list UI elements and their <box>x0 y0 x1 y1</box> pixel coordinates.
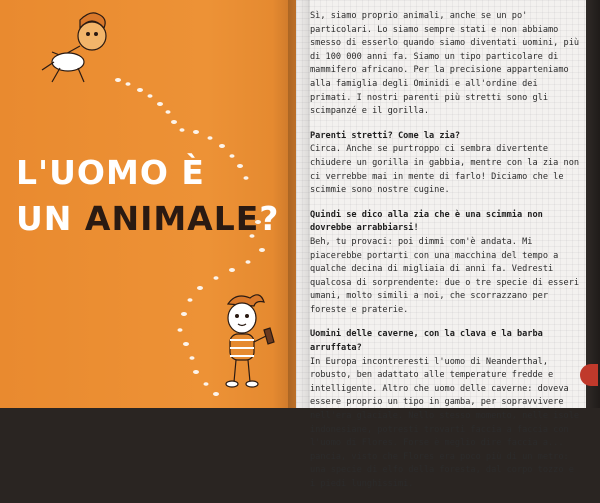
standing-child-with-club-icon <box>210 290 280 400</box>
title-line-1: L'UOMO È <box>16 153 205 192</box>
next-page-edge <box>586 0 600 408</box>
section-answer: Beh, tu provaci: poi dimmi com'è andata. Mi piacerebbe portarti con una macchina del tempo a qualche decina di migliaia di anni fa. Vedresti qualcosa di sorprendente: due o tre specie di esseri umani, molto simili a noi, che scorrazzano per foreste e praterie. <box>310 236 580 315</box>
intro-paragraph: Sì, siamo proprio animali, anche se un po' particolari. Lo siamo sempre stati e non abbiamo smesso di esserlo quando siamo diventati uomini, più di 100 000 anni fa. Siamo un tipo particolare di mammifero africano. Per la precisione apparteniamo alla famiglia degli Ominidi e all'ordine dei primati. I nostri parenti più stretti sono gli scimpanzé e il gorilla. <box>310 11 580 117</box>
title-line-2 <box>16 196 286 242</box>
left-page <box>0 0 296 408</box>
page-title <box>16 150 286 242</box>
section-question: Quindi se dico alla zia che è una scimmia non dovrebbe arrabbiarsi! <box>310 209 543 234</box>
section-question: Parenti stretti? Come la zia? <box>310 130 461 141</box>
title-suffix: ? <box>259 199 280 238</box>
section-answer: In Europa incontreresti l'uomo di Neanderthal, robusto, ben adattato alle temperature fredde e intelligente. Altro che uomo delle caverne: doveva essere proprio un tipo in gamba, per sopravvivere nell'era glaciale. Nello stesso momento, nelle isole indonesiane, potresti trovarti faccia a faccia con l'uomo di Flores. Forse è meglio dire faccia a... pancia, visto che Flores era poco più di un metro: una specie di elfo della foresta, dal corpo tozzo e i piedi lunghissimi. <box>310 356 580 489</box>
title-prefix: UN <box>16 199 85 238</box>
section-question: Uomini delle caverne, con la clava e la barba arruffata? <box>310 329 543 354</box>
text-column <box>310 10 580 503</box>
title-highlight: ANIMALE <box>84 199 260 238</box>
falling-caveman-icon <box>30 12 120 92</box>
section-answer: Circa. Anche se purtroppo ci sembra divertente chiudere un gorilla in gabbia, mentre con la zia non ci verrebbe mai in mente di farlo! Diciamo che le scimmie sono nostre cugine. <box>310 144 580 196</box>
right-page <box>296 0 600 489</box>
page-corner-tab <box>580 364 598 386</box>
